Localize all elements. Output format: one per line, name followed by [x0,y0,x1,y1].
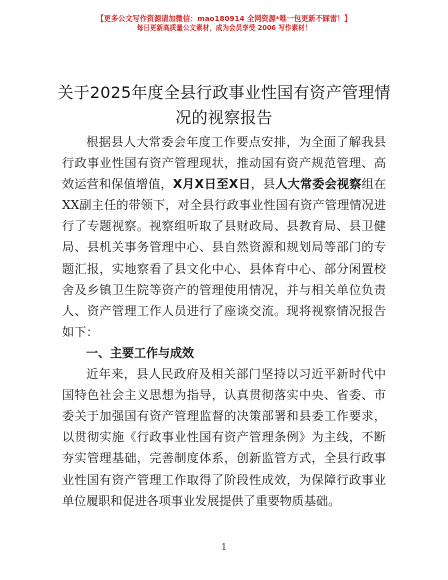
page-number: 1 [221,543,227,553]
intro-text-part-3: 组在XX副主任的带领下，对全县行政事业性国有资产管理情况进行了专题视察。视察组听取了县财政局、县教育局、县卫健局、县机关事务管理中心、县自然资源和规划局等部门的专题汇报，实地察看了县文化中心、县体育中心、部分闲置校舍及乡镇卫生院等资产的管理使用情况，并与相关单位负责人、资产管理工作人员进行了座谈交流。现将视察情况报告如下： [62,177,386,339]
intro-paragraph [62,132,386,343]
promo-banner-line-1: 【更多公文写作资源请加微信：mao180914 全网资源*唯一包更新不踩雷！】 [96,14,352,23]
intro-text-part-1: 根据县人大常委会年度工作要点安排，为全面了解我县行政事业性国有资产管理现状，推动国有资产规范管理、高效运营和保值增值， [62,135,386,192]
document-body [62,132,386,512]
intro-text-part-2: ，县 [250,177,276,192]
promo-banner-line-2: 每日更新高质量公文素材，成为会员享受 2006 写作素材！ [136,23,312,32]
inspection-date: X月X日至X日 [172,177,251,192]
section-heading-main-achievements: 一、主要工作与成效 [86,345,195,360]
promo-banner [40,14,408,33]
achievements-paragraph: 近年来，县人民政府及相关部门坚持以习近平新时代中国特色社会主义思想为指导，认真贯彻落实中央、省委、市委关于加强国有资产管理监督的决策部署和县委工作要求，以贯彻实施《行政事业性国有资产管理条例》为主线，不断夯实管理基础，完善制度体系，创新监管方式，全县行政事业性国有资产管理工作取得了阶段性成效，为保障行政事业单位履职和促进各项事业发展提供了重要物质基础。 [62,367,386,508]
document-title: 关于2025年度全县行政事业性国有资产管理情况的视察报告 [57,83,391,127]
inspection-organization: 人大常委会视察 [275,177,362,192]
